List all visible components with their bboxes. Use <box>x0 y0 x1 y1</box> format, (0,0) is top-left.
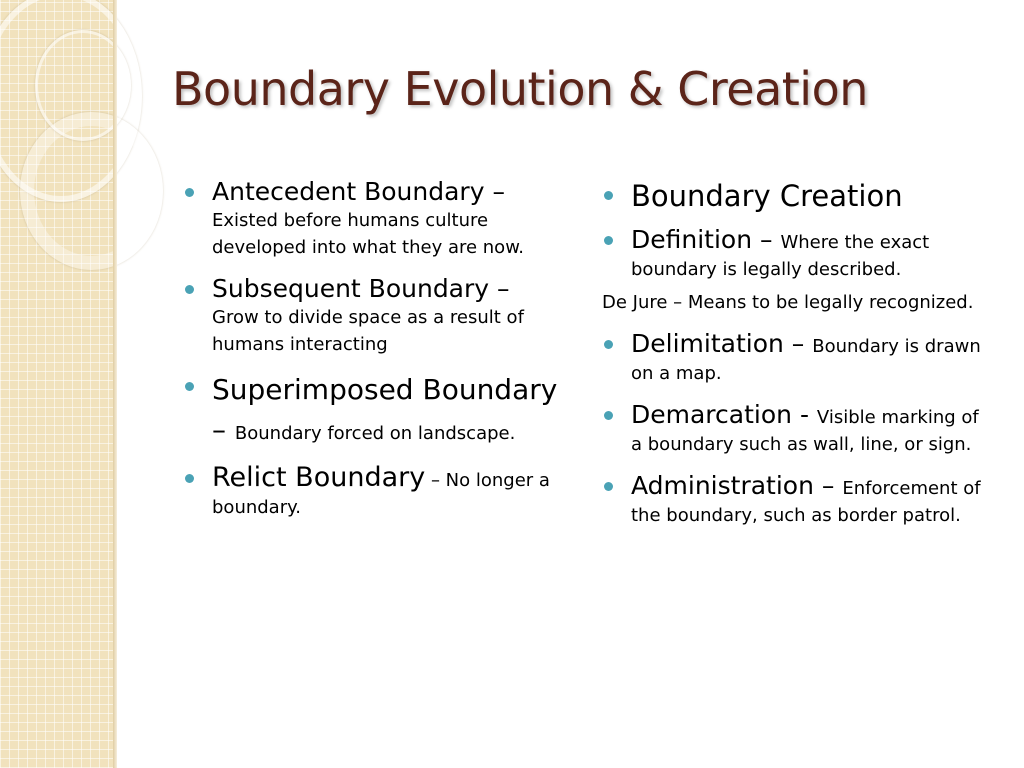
term-description: Existed before humans culture developed into what they are now. <box>212 210 524 258</box>
term-description: Boundary forced on landscape. <box>234 423 516 444</box>
term-separator: – <box>752 225 781 254</box>
term-separator: – <box>484 177 505 206</box>
de-jure-note: De Jure – Means to be legally recognized. <box>602 292 974 313</box>
term-label: Delimitation <box>631 329 784 358</box>
bullet-icon <box>604 482 613 491</box>
term-description: Where the exact boundary is legally described. <box>631 232 930 280</box>
term-separator: – <box>783 329 813 358</box>
list-item-subsequent <box>183 273 558 358</box>
term-separator: - <box>792 400 817 429</box>
list-item-superimposed <box>183 370 558 450</box>
bullet-icon <box>604 191 613 200</box>
term-label: Subsequent Boundary <box>212 274 490 303</box>
bullet-icon <box>604 340 613 349</box>
term-label: Antecedent Boundary <box>212 177 485 206</box>
strip-edge <box>113 0 117 768</box>
term-separator: – <box>212 413 235 446</box>
list-item-relict <box>183 462 558 521</box>
list-item-antecedent <box>183 176 558 261</box>
term-label: Definition <box>631 225 753 254</box>
list-item-administration <box>602 470 992 529</box>
left-column <box>183 176 558 533</box>
list-item-demarcation <box>602 399 992 458</box>
term-description: Grow to divide space as a result of humans interacting <box>212 307 524 355</box>
bullet-icon <box>185 474 194 483</box>
term-separator: – <box>813 471 843 500</box>
bullet-icon <box>185 188 194 197</box>
term-label: Relict Boundary <box>212 462 426 493</box>
list-item-definition <box>602 224 992 283</box>
term-label: Administration <box>631 471 814 500</box>
term-description: Visible marking of a boundary such as wall, line, or sign. <box>631 407 979 455</box>
bullet-icon <box>604 236 613 245</box>
slide-title: Boundary Evolution & Creation <box>172 62 868 116</box>
bullet-icon <box>604 411 613 420</box>
list-item-delimitation <box>602 328 992 387</box>
right-column <box>602 176 992 541</box>
bullet-icon <box>185 382 194 391</box>
term-separator: – <box>489 274 510 303</box>
section-heading: Boundary Creation <box>631 179 903 213</box>
term-label: Demarcation <box>631 400 792 429</box>
bullet-icon <box>185 285 194 294</box>
term-description: Enforcement of the boundary, such as border patrol. <box>631 478 981 526</box>
term-description: Boundary is drawn on a map. <box>631 336 981 384</box>
term-description: No longer a boundary. <box>212 470 550 518</box>
term-separator: – <box>425 470 446 491</box>
list-item-creation-heading <box>602 176 992 216</box>
decorative-side-strip <box>0 0 113 768</box>
term-label: Superimposed Boundary <box>212 373 558 406</box>
